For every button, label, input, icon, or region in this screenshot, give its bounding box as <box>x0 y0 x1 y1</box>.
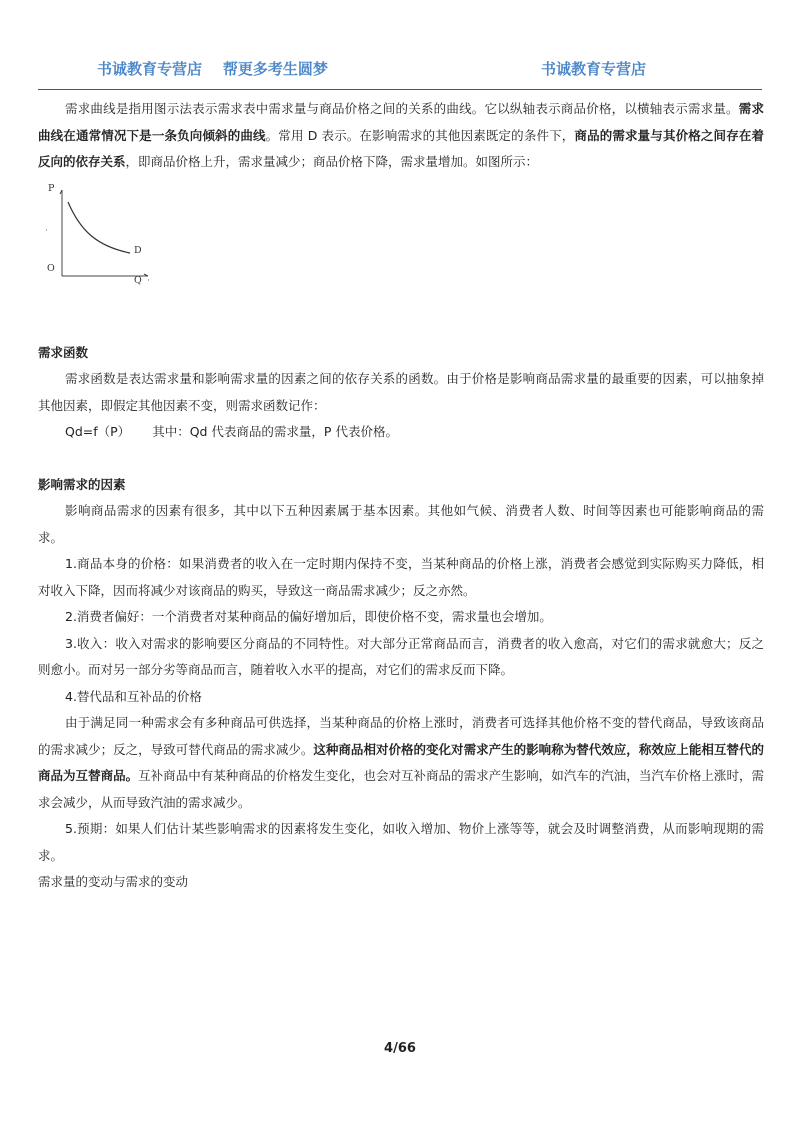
substitutes-bold: 这种商品相对价格的变化对需求产生的影响称为替代效应，称效应上能相互替代的商品为互替商品。 <box>38 741 764 783</box>
factor-item-price: 1.商品本身的价格：如果消费者的收入在一定时期内保持不变，当某种商品的价格上涨，消费者会感觉到实际购买力降低，相对收入下降，因而将减少对该商品的购买，导致这一商品需求减少；反之亦然。 <box>38 556 764 598</box>
header-divider <box>38 89 762 90</box>
formula-note: 其中：Qd 代表商品的需求量，P 代表价格。 <box>152 424 398 439</box>
header-left-text: 书诚教育专营店 帮更多考生圆梦 <box>97 60 328 78</box>
page-total: 66 <box>397 1041 416 1056</box>
factor-item-expectation: 5.预期：如果人们估计某些影响需求的因素将发生变化，如收入增加、物价上涨等等，就会及时调整消费，从而影响现期的需求。 <box>38 821 764 863</box>
curve-label: D <box>134 244 142 256</box>
section-title-demand-function: 需求函数 <box>38 344 89 360</box>
demand-curve-line <box>68 202 130 253</box>
demand-function-paragraph: 需求函数是表达需求量和影响需求量的因素之间的依存关系的函数。由于价格是影响商品需求量的最重要的因素，可以抽象掉其他因素，即假定其他因素不变，则需求函数记作： <box>38 371 764 413</box>
formula-expression: Qd=f（P） <box>65 424 131 439</box>
intro-paragraph <box>38 96 764 176</box>
intro-text-1: 需求曲线是指用图示法表示需求表中需求量与商品价格之间的关系的曲线。它以纵轴表示商品价格，以横轴表示需求量。 <box>65 101 739 116</box>
demand-curve-figure <box>38 180 188 288</box>
y-axis-label: P <box>48 182 55 194</box>
factor-item-substitutes-body <box>38 710 764 816</box>
page-number <box>0 1041 800 1056</box>
intro-bold-2: 商品的需求量与其价格之间存在着反向的依存关系 <box>38 127 764 169</box>
intro-text-2: 。常用 D 表示。在影响需求的其他因素既定的条件下， <box>265 127 575 143</box>
page-current: 4 <box>384 1041 394 1056</box>
factors-intro-paragraph: 影响商品需求的因素有很多，其中以下五种因素属于基本因素。其他如气候、消费者人数、时间等因素也可能影响商品的需求。 <box>38 503 764 545</box>
origin-label: O <box>47 262 55 274</box>
x-axis-label: Q <box>134 274 142 286</box>
section-title-demand-factors: 影响需求的因素 <box>38 476 126 492</box>
demand-function-formula <box>38 419 764 446</box>
intro-text-3: ，即商品价格上升，需求量减少；商品价格下降，需求量增加。如图所示： <box>125 154 539 169</box>
header-right-text: 书诚教育专营店 <box>541 60 647 78</box>
page-header <box>0 58 800 82</box>
next-section-title: 需求量的变动与需求的变动 <box>38 874 189 889</box>
page-content <box>38 96 764 896</box>
factor-item-income: 3.收入：收入对需求的影响要区分商品的不同特性。对大部分正常商品而言，消费者的收入愈高，对它们的需求就愈大；反之则愈小。而对另一部分劣等商品而言，随着收入水平的提高，对它们的需求反而下降。 <box>38 635 764 677</box>
page-separator: / <box>393 1041 398 1056</box>
substitutes-text-1: 由于满足同一种需求会有多种商品可供选择，当某种商品的价格上涨时，消费者可选择其他价格不变的替代商品，导致该商品的需求减少；反之，导致可替代商品的需求减少。 <box>38 715 764 757</box>
substitutes-text-2: 互补商品中有某种商品的价格发生变化，也会对互补商品的需求产生影响，如汽车的汽油，当汽车价格上涨时，需求会减少，从而导致汽油的需求减少。 <box>38 768 764 810</box>
factor-item-substitutes-title: 4.替代品和互补品的价格 <box>65 688 202 704</box>
intro-bold-1: 需求曲线在通常情况下是一条负向倾斜的曲线 <box>38 101 764 143</box>
demand-curve-svg <box>38 180 188 288</box>
factor-item-preference: 2.消费者偏好：一个消费者对某种商品的偏好增加后，即使价格不变，需求量也会增加。 <box>65 609 552 624</box>
